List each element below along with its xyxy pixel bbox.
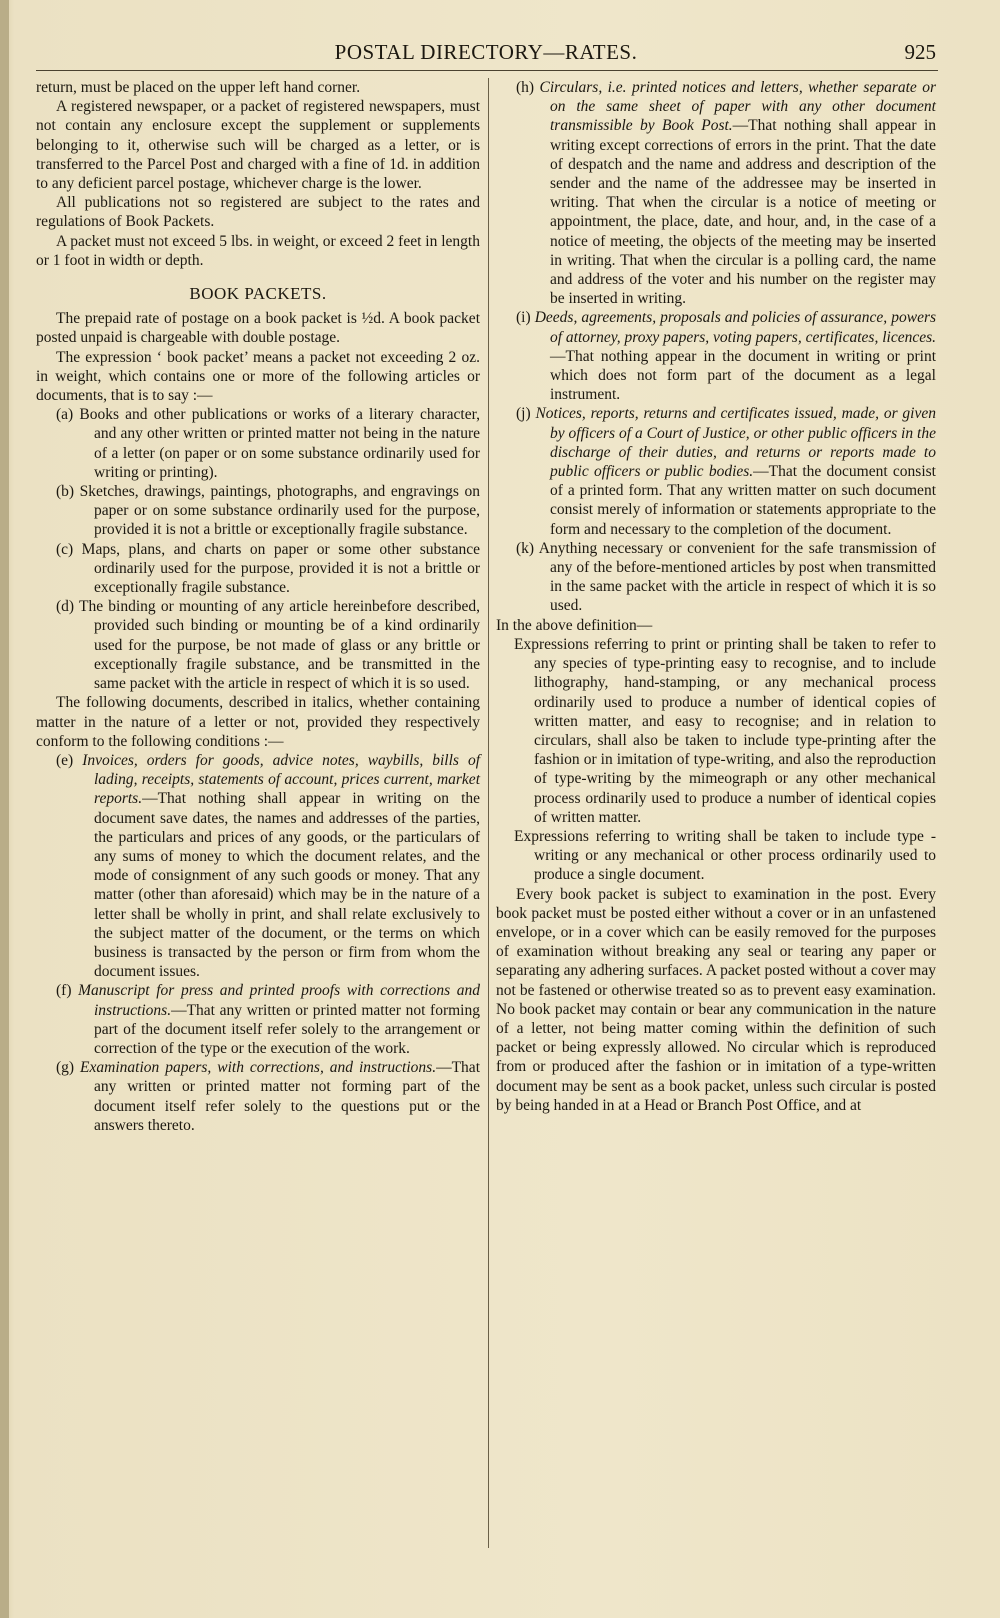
list-item [36, 751, 480, 981]
item-text: —That nothing shall appear in writing except corrections of errors in the print. That the date of despatch and the name and address and description of the sender and the name of the addressee may be inserted in writing. That when the circular is a notice of meeting or appointment, the place, date, and hour, and, in the case of a notice of meeting, the objects of the meeting may be inserted in writing. That when the circular is a polling card, the name and address of the voter and his number on the register may be inserted in writing. [550, 117, 936, 308]
item-text: —That any written or printed matter not forming part of the document itself refer solely to the questions put or the answers thereto. [94, 1059, 480, 1134]
item-text: —That nothing appear in the document in writing or print which does not form part of the document as a legal instrument. [550, 347, 936, 404]
column-divider [488, 78, 489, 1548]
item-italic: Deeds, agreements, proposals and policies of assurance, powers of attorney, proxy papers, voting papers, certificates, licences. [534, 309, 937, 346]
paragraph: The expression ‘ book packet’ means a packet not exceeding 2 oz. in weight, which contains one or more of the following articles or documents, that is to say :— [36, 348, 480, 405]
list-item [36, 1058, 480, 1135]
item-label: (i) [516, 309, 531, 327]
list-item: (b) Sketches, drawings, paintings, photographs, and engravings on paper or on some substance ordinarily used for the purpose, provided it is not a brittle or exceptionally fragile substance. [56, 483, 480, 539]
item-label: (e) [56, 751, 74, 769]
definition: Expressions referring to writing shall be taken to include type - writing or any mechanical or other process ordinarily used to produce a single document. [514, 827, 936, 884]
item-italic: Manuscript for press and printed proofs with corrections and instructions. [78, 982, 481, 1019]
item-italic: Examination papers, with corrections, and instructions. [80, 1059, 437, 1077]
paragraph: return, must be placed on the upper left hand corner. [36, 79, 361, 96]
paragraph: In the above definition— [496, 616, 653, 634]
list-item: (c) Maps, plans, and charts on paper or some other substance ordinarily used for the purpose, provided it is not a brittle or exceptionally fragile substance. [56, 540, 480, 597]
header-rule [36, 70, 938, 71]
list-item [496, 404, 936, 538]
running-title: POSTAL DIRECTORY—RATES. [334, 40, 638, 64]
item-label: (j) [516, 405, 531, 423]
item-text: —That nothing shall appear in writing on the document save dates, the names and addresses of the parties, the particulars and prices of any goods, or the particulars of any sums of money to which the document relates, and the mode of consignment of any such goods or money. That any matter (other than aforesaid) which may be in the nature of a letter shall be wholly in print, and shall relate exclusively to the subject matter of the document, or the terms on which business is transacted by the person or firm from whom the document issues. [94, 790, 480, 981]
definition: Expressions referring to print or printing shall be taken to refer to any species of type-printing easy to recognise, and to include lithography, hand-stamping, or any mechanical process ordinarily used to produce a number of identical copies of written matter, and easy to recognise; and in relation to circulars, shall also be taken to include type-printing after the fashion or in imitation of type-writing, and also the reproduction of type-writing by the mimeograph or any other mechanical process ordinarily used to produce a number of identical copies of written matter. [514, 635, 936, 826]
list-item [496, 78, 936, 308]
section-heading: BOOK PACKETS. [189, 284, 327, 304]
paragraph: All publications not so registered are subject to the rates and regulations of Book Packets. [36, 194, 480, 231]
right-column [496, 78, 936, 1115]
page-header [36, 40, 936, 70]
list-item: (k) Anything necessary or convenient for the safe transmission of any of the before-mentioned articles by post when transmitted in the same packet with the article in respect of which it is so used. [516, 539, 936, 615]
item-text: —That any written or printed matter not forming part of the document itself refer solely to the arrangement or correction of the type or the execution of the work. [94, 1001, 480, 1057]
list-item [36, 981, 480, 1058]
item-italic: Invoices, orders for goods, advice notes, waybills, bills of lading, receipts, statements of account, prices current, market reports. [82, 751, 481, 808]
paragraph: A packet must not exceed 5 lbs. in weight, or exceed 2 feet in length or 1 foot in width or depth. [36, 232, 480, 269]
paragraph: The following documents, described in italics, whether containing matter in the nature of a letter or not, provided they respectively conform to the following conditions :— [36, 694, 480, 750]
list-item [496, 308, 936, 404]
item-label: (h) [516, 79, 535, 96]
item-label: (f) [56, 982, 72, 1000]
item-italic: Circulars, i.e. printed notices and letters, whether separate or on the same sheet of paper with any other document transmissible by Book Post. [539, 79, 936, 135]
page-number: 925 [904, 40, 936, 64]
item-label: (g) [56, 1059, 75, 1077]
paragraph: Every book packet is subject to examination in the post. Every book packet must be posted either without a cover or in an unfastened envelope, or in a cover which can be easily removed for the purposes of examination without breaking any seal or tearing any paper or separating any adhering surfaces. A packet posted without a cover may not be fastened or otherwise treated so as to prevent easy examination. No book packet may contain or bear any communication in the nature of a letter, not being matter coming within the definition of such packet or being expressly allowed. No circular which is reproduced from or produced after the fashion or in imitation of a type-written document may be sent as a book packet, unless such circular is posted by being handed in at a Head or Branch Post Office, and at [496, 885, 936, 1114]
paragraph: A registered newspaper, or a packet of registered newspapers, must not contain any enclosure except the supplement or supplements belonging to it, otherwise such will be charged as a letter, or is transferred to the Parcel Post and charged with a fine of 1d. in addition to any deficient parcel postage, whichever charge is the lower. [36, 98, 480, 193]
list-item: (d) The binding or mounting of any article hereinbefore described, provided such binding or mounting be of a kind ordinarily used for the purpose, be not made of glass or any brittle or exceptionally fragile substance, and be transmitted in the same packet with the article in respect of which it is so used. [56, 598, 480, 693]
item-text: —That the document consist of a printed form. That any written matter on such document consist merely of information or statements appropriate to the form and necessary to the completion of the document. [550, 463, 936, 538]
list-item: (a) Books and other publications or works of a literary character, and any other written or printed matter not being in the nature of a letter (on paper or on some substance ordinarily used for writing or printing). [56, 406, 480, 481]
paragraph: The prepaid rate of postage on a book packet is ½d. A book packet posted unpaid is chargeable with double postage. [36, 310, 480, 347]
binding-edge [0, 0, 9, 1618]
left-column [36, 78, 480, 1135]
item-italic: Notices, reports, returns and certificates issued, made, or given by officers of a Court of Justice, or other public officers in the discharge of their duties, and returns or reports made to public officers or public bodies. [535, 405, 936, 481]
